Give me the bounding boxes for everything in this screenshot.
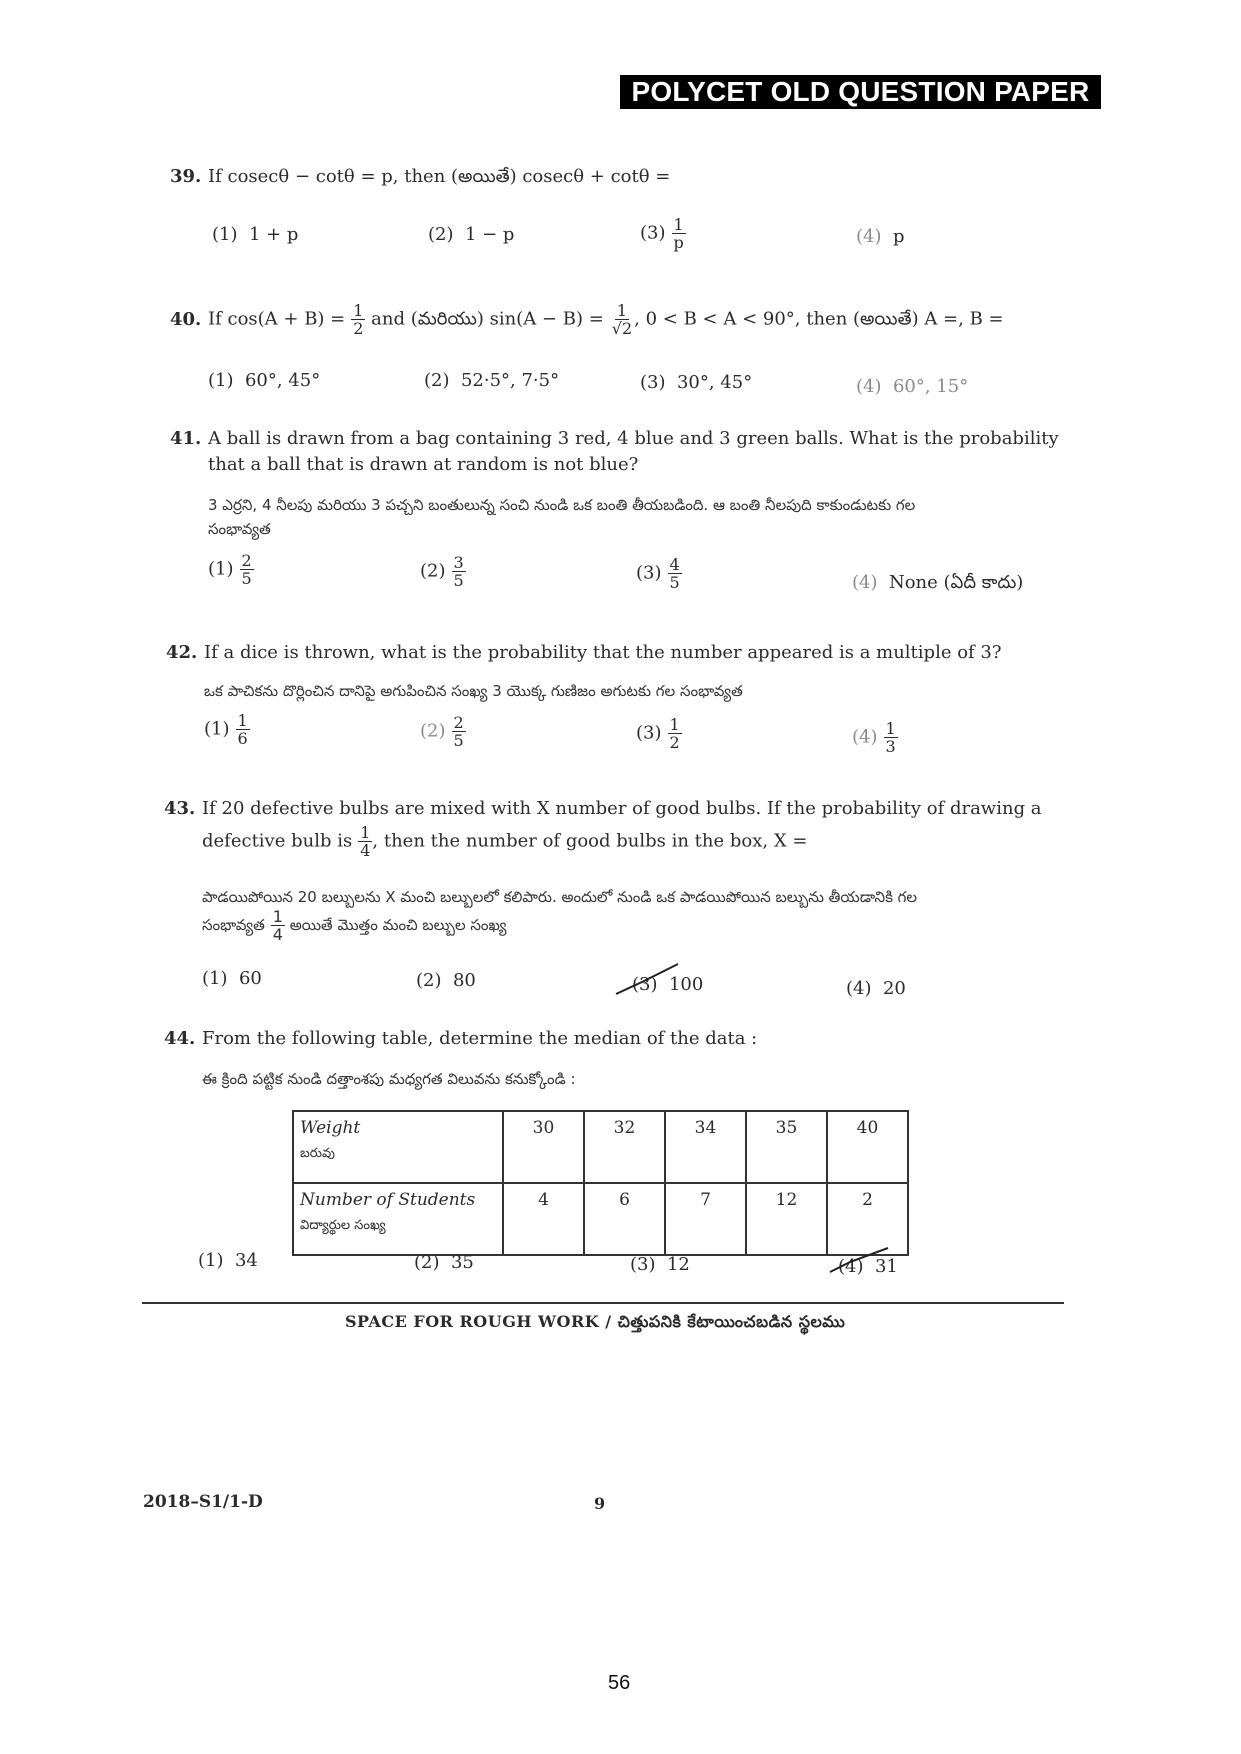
fraction: $\frac{1}{3}$ — [885, 719, 896, 756]
divider — [142, 1302, 1064, 1304]
option-40-3: (3) 30°, 45° — [640, 372, 753, 393]
fraction: $\frac{3}{5}$ — [453, 553, 464, 590]
option-41-2: (2) $\frac{3}{5}$ — [420, 553, 464, 590]
question-42-telugu: ఒక పాచికను దొర్లించిన దానిపై అగుపించిన సంఖ్య 3 యొక్క గుణిజం అగుటకు గల సంభావ్యత — [204, 682, 743, 700]
fraction: $\frac{1}{p}$ — [673, 215, 684, 252]
fraction: $\frac{1}{2}$ — [669, 715, 680, 752]
question-number: 41. — [170, 428, 202, 449]
option-41-4: (4) None (ఏదీ కాదు) — [852, 572, 1024, 593]
page-number: 56 — [608, 1672, 631, 1694]
option-42-3: (3) $\frac{1}{2}$ — [636, 715, 680, 752]
table-cell: 30 — [503, 1111, 584, 1183]
option-44-4: (4) 31 — [838, 1256, 898, 1277]
table-cell-label: Weight బరువు — [293, 1111, 503, 1183]
document-banner: POLYCET OLD QUESTION PAPER — [620, 75, 1101, 109]
fraction: $\frac{1}{2}$ — [353, 301, 364, 338]
question-41-telugu: 3 ఎర్రని, 4 నీలపు మరియు 3 పచ్చని బంతులున్న సంచి నుండి ఒక బంతి తీయబడింది. ఆ బంతి నీలపుది కాకుండుటకు గల — [208, 496, 916, 514]
table-cell: 4 — [503, 1183, 584, 1255]
question-number: 44. — [164, 1028, 196, 1049]
option-42-1: (1) $\frac{1}{6}$ — [204, 711, 248, 748]
inner-page-mark: 9 — [594, 1494, 606, 1513]
answer-tick-mark — [826, 1246, 892, 1276]
option-39-1: (1) 1 + p — [212, 224, 299, 245]
answer-tick-mark — [612, 960, 682, 1000]
question-43-telugu: పాడయిపోయిన 20 బల్బులను X మంచి బల్బులలో కలిపారు. అందులో నుండి ఒక పాడయిపోయిన బల్బును తీయడానికి గల — [202, 888, 918, 906]
fraction: $\frac{1}{4}$ — [360, 823, 371, 860]
fraction: $\frac{4}{5}$ — [669, 555, 680, 592]
question-41: 41. A ball is drawn from a bag containing 3 red, 4 blue and 3 green balls. What is the probability — [170, 428, 1059, 449]
option-44-2: (2) 35 — [414, 1252, 474, 1273]
option-39-3: (3) $\frac{1}{p}$ — [640, 215, 684, 252]
fraction: $\frac{1}{4}$ — [272, 907, 283, 944]
paper-code: 2018–S1/1-D — [143, 1492, 263, 1512]
rough-work-label: SPACE FOR ROUGH WORK / చిత్తుపనికి కేటాయించబడిన స్థలము — [345, 1312, 846, 1331]
table-cell: 6 — [584, 1183, 665, 1255]
question-41-telugu-2: సంభావ్యత — [208, 520, 271, 538]
table-row — [293, 1183, 908, 1255]
option-42-2: (2) $\frac{2}{5}$ — [420, 713, 464, 750]
question-42: 42. If a dice is thrown, what is the probability that the number appeared is a multiple of 3? — [166, 642, 1002, 663]
table-cell: 34 — [665, 1111, 746, 1183]
fraction: $\frac{1}{6}$ — [237, 711, 248, 748]
question-number: 43. — [164, 798, 196, 819]
option-44-3: (3) 12 — [630, 1254, 690, 1275]
table-cell: 12 — [746, 1183, 827, 1255]
table-cell: 7 — [665, 1183, 746, 1255]
table-cell: 2 — [827, 1183, 908, 1255]
option-41-1: (1) $\frac{2}{5}$ — [208, 551, 252, 588]
table-cell: 32 — [584, 1111, 665, 1183]
question-44-telugu: ఈ క్రింది పట్టిక నుండి దత్తాంశపు మధ్యగత విలువను కనుక్కోండి : — [202, 1070, 576, 1088]
question-43-telugu-2: సంభావ్యత $\frac{1}{4}$ అయితే మొత్తం మంచి బల్బుల సంఖ్య — [202, 907, 507, 944]
question-text: If cosecθ − cotθ = p, then (అయితే) cosecθ + cotθ = — [208, 166, 671, 187]
fraction: $\frac{1}{√2}$ — [611, 301, 633, 338]
option-43-1: (1) 60 — [202, 968, 262, 989]
option-41-3: (3) $\frac{4}{5}$ — [636, 555, 680, 592]
option-42-4: (4) $\frac{1}{3}$ — [852, 719, 896, 756]
question-43: 43. If 20 defective bulbs are mixed with X number of good bulbs. If the probability of drawing a — [164, 798, 1042, 819]
data-table — [292, 1110, 909, 1256]
question-43-line2: defective bulb is $\frac{1}{4}$ , then the number of good bulbs in the box, X = — [202, 823, 808, 860]
question-44: 44. From the following table, determine the median of the data : — [164, 1028, 758, 1049]
table-cell: 35 — [746, 1111, 827, 1183]
table-row — [293, 1111, 908, 1183]
option-40-1: (1) 60°, 45° — [208, 370, 321, 391]
question-number: 39. — [170, 166, 202, 187]
question-39 — [170, 166, 670, 191]
question-41-line2: that a ball that is drawn at random is not blue? — [208, 454, 639, 475]
option-43-2: (2) 80 — [416, 970, 476, 991]
option-40-4: (4) 60°, 15° — [856, 376, 969, 397]
table-cell-label: Number of Students విద్యార్థుల సంఖ్య — [293, 1183, 503, 1255]
option-44-1: (1) 34 — [198, 1250, 258, 1271]
option-43-3: (3) 100 — [632, 974, 704, 995]
question-40: 40. If cos(A + B) = $\frac{1}{2}$ and (మరియు) sin(A − B) = $\frac{1}{√2}$ , 0 < B < A < 90°, then (అయితే) A =, B = — [170, 301, 1004, 338]
question-number: 40. — [170, 308, 202, 330]
fraction: $\frac{2}{5}$ — [241, 551, 252, 588]
option-43-4: (4) 20 — [846, 978, 906, 999]
fraction: $\frac{2}{5}$ — [453, 713, 464, 750]
table-cell: 40 — [827, 1111, 908, 1183]
question-number: 42. — [166, 642, 198, 663]
option-39-4: (4) p — [856, 226, 905, 247]
option-39-2: (2) 1 − p — [428, 224, 515, 245]
option-40-2: (2) 52·5°, 7·5° — [424, 370, 560, 391]
